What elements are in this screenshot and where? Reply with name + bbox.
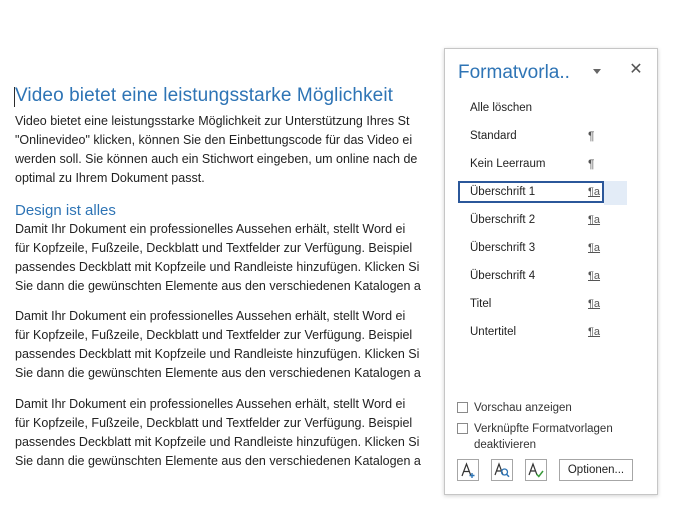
paragraph-line: Damit Ihr Dokument ein professionelles Aussehen erhält, stellt Word ei [15,309,406,323]
paragraph-line: Sie dann die gewünschten Elemente aus den verschiedenen Katalogen a [15,366,421,380]
style-item-kein-leerraum[interactable] [445,151,657,179]
style-item-ueberschrift-3[interactable] [445,235,657,263]
linked-style-icon: ¶a [588,214,601,226]
paragraph-line: "Onlinevideo" klicken, können Sie den Einbettungscode für das Video ei [15,133,413,147]
preview-checkbox[interactable] [457,402,468,413]
style-item-label: Kein Leerraum [470,158,546,170]
linked-styles-checkbox-row[interactable] [457,421,613,453]
paragraph-line: Damit Ihr Dokument ein professionelles Aussehen erhält, stellt Word ei [15,222,406,236]
style-item-standard[interactable] [445,123,657,151]
style-item-label: Standard [470,130,517,142]
heading-2[interactable]: Design ist alles [15,202,116,219]
paragraph-line: Sie dann die gewünschten Elemente aus den verschiedenen Katalogen a [15,279,421,293]
paragraph-style-icon: ¶ [588,157,595,171]
style-item-label: Überschrift 2 [470,214,536,226]
heading-1[interactable]: Video bietet eine leistungsstarke Möglichkeit [15,85,394,106]
style-inspector-icon [492,460,512,480]
linked-styles-checkbox[interactable] [457,423,468,434]
manage-styles-icon [526,460,546,480]
linked-styles-label-line: Verknüpfte Formatvorlagen [474,423,613,435]
paragraph-1[interactable] [15,112,495,188]
linked-styles-label-line: deaktivieren [474,439,537,451]
linked-styles-checkbox-label [474,421,613,453]
style-item-ueberschrift-4[interactable] [445,263,657,291]
new-style-button[interactable] [457,459,479,481]
style-item-titel[interactable] [445,291,657,319]
style-item-label: Überschrift 4 [470,270,536,282]
close-icon[interactable]: ✕ [629,61,643,78]
linked-style-icon: ¶a [588,298,601,310]
manage-styles-button[interactable] [525,459,547,481]
paragraph-line: Video bietet eine leistungsstarke Möglichkeit zur Unterstützung Ihres St [15,114,410,128]
style-item-ueberschrift-2[interactable] [445,207,657,235]
pane-options-dropdown-icon[interactable] [589,63,605,79]
paragraph-3[interactable] [15,307,495,383]
preview-checkbox-row[interactable] [457,400,572,416]
paragraph-4[interactable] [15,395,495,471]
paragraph-line: für Kopfzeile, Fußzeile, Deckblatt und Textfelder zur Verfügung. Beispiel [15,241,413,255]
styles-pane [444,48,658,495]
paragraph-line: Sie dann die gewünschten Elemente aus den verschiedenen Katalogen a [15,454,421,468]
style-item-label: Untertitel [470,326,517,338]
new-style-icon [458,460,478,480]
linked-style-icon: ¶a [588,186,601,198]
style-list [445,95,657,347]
paragraph-line: passendes Deckblatt mit Kopfzeile und Randleiste hinzufügen. Klicken Si [15,435,420,449]
style-item-ueberschrift-1[interactable] [445,179,657,207]
paragraph-line: werden soll. Sie können auch ein Stichwort eingeben, um online nach de [15,152,418,166]
paragraph-line: optimal zu Ihrem Dokument passt. [15,171,205,185]
style-item-label: Überschrift 1 [470,186,536,198]
paragraph-line: passendes Deckblatt mit Kopfzeile und Randleiste hinzufügen. Klicken Si [15,260,420,274]
style-inspector-button[interactable] [491,459,513,481]
style-item-label: Überschrift 3 [470,242,536,254]
style-item-untertitel[interactable] [445,319,657,347]
selection-highlight [604,181,627,205]
style-item-alle-loeschen[interactable] [445,95,657,123]
style-item-label: Alle löschen [470,102,533,114]
paragraph-2[interactable] [15,220,495,296]
paragraph-line: Damit Ihr Dokument ein professionelles Aussehen erhält, stellt Word ei [15,397,406,411]
options-button[interactable]: Optionen... [559,459,633,481]
pane-title: Formatvorla.. [458,62,570,83]
linked-style-icon: ¶a [588,270,601,282]
paragraph-style-icon: ¶ [588,129,595,143]
linked-style-icon: ¶a [588,326,601,338]
style-item-label: Titel [470,298,492,310]
paragraph-line: für Kopfzeile, Fußzeile, Deckblatt und Textfelder zur Verfügung. Beispiel [15,328,413,342]
preview-checkbox-label: Vorschau anzeigen [474,402,572,414]
paragraph-line: passendes Deckblatt mit Kopfzeile und Randleiste hinzufügen. Klicken Si [15,347,420,361]
paragraph-line: für Kopfzeile, Fußzeile, Deckblatt und Textfelder zur Verfügung. Beispiel [15,416,413,430]
linked-style-icon: ¶a [588,242,601,254]
